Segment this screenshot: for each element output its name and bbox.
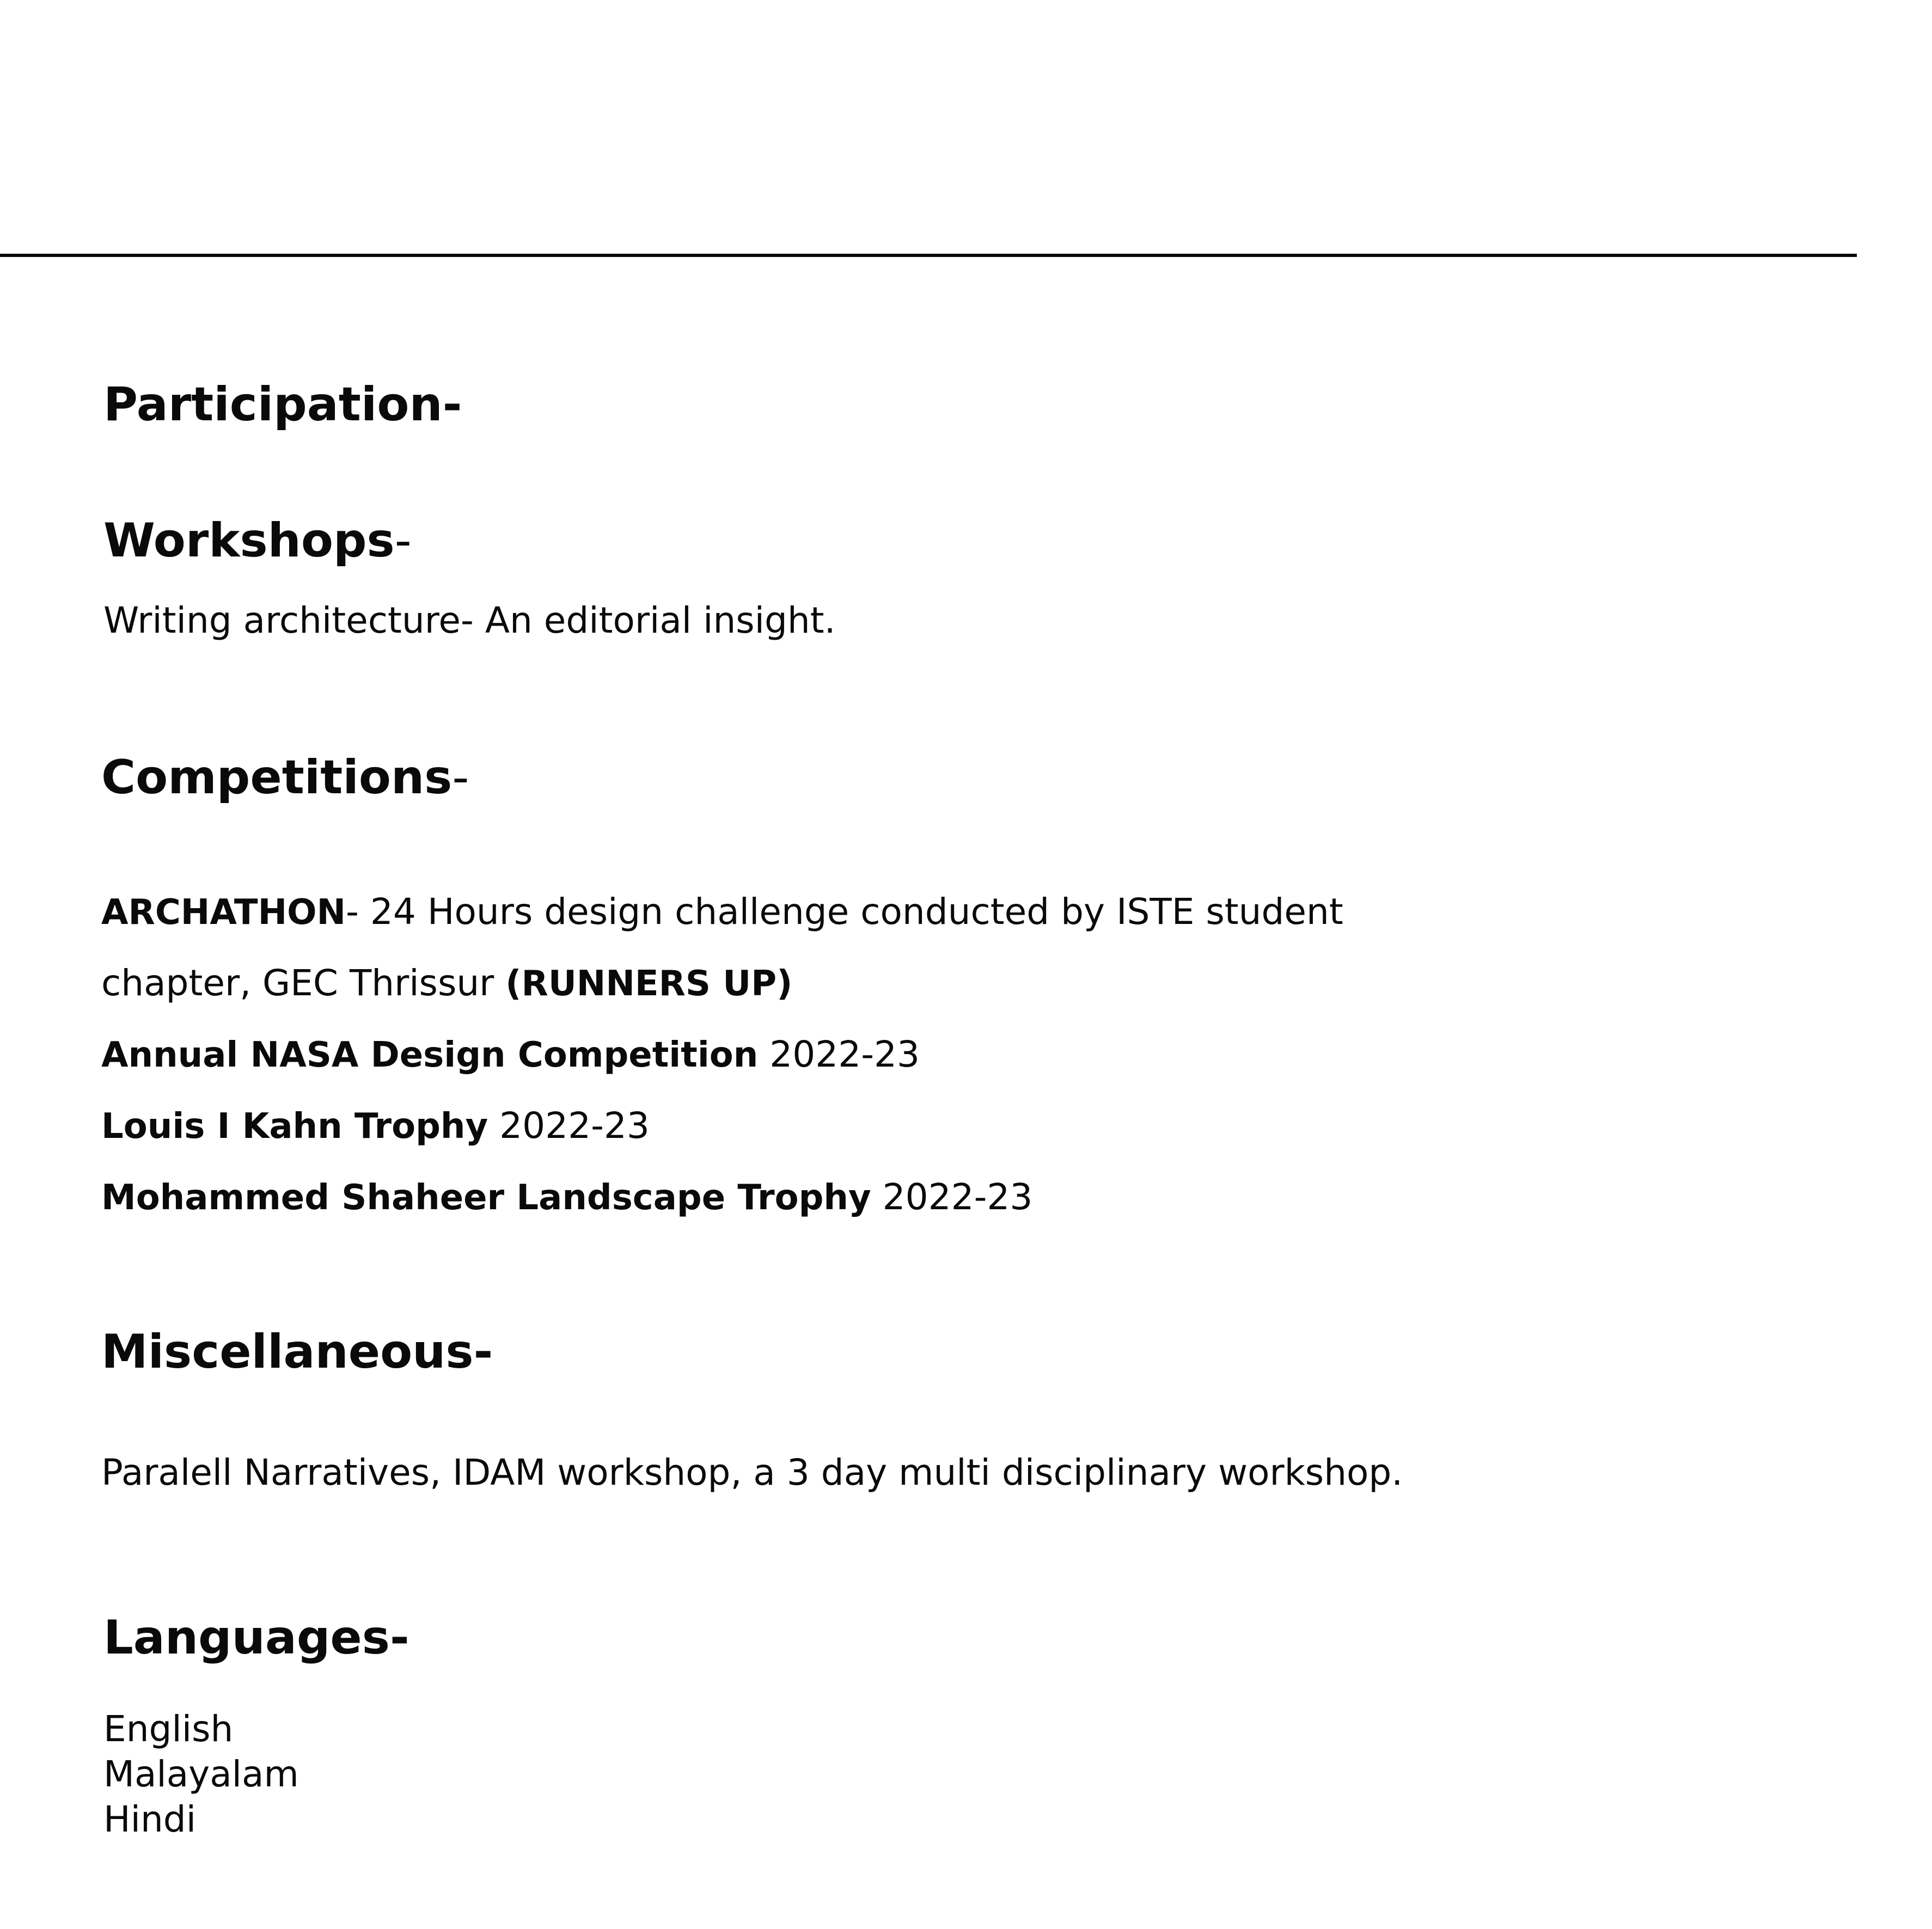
competition-item: [101, 1105, 650, 1147]
archathon-name: ARCHATHON: [101, 892, 346, 933]
competition-year: 2022-23: [871, 1176, 1033, 1218]
languages-heading: Languages-: [103, 1610, 409, 1665]
workshops-heading: [103, 513, 412, 568]
top-divider-line: [0, 254, 1857, 257]
language-item: English: [103, 1708, 234, 1750]
competition-year: 2022-23: [758, 1033, 920, 1075]
competitions-title: Competitions: [101, 750, 453, 805]
competitions-heading: [101, 750, 469, 805]
competition-year: 2022-23: [488, 1105, 650, 1147]
competition-archathon-line2: [101, 962, 793, 1004]
competition-item: [101, 1176, 1033, 1218]
competition-name: Mohammed Shaheer Landscape Trophy: [101, 1178, 871, 1218]
miscellaneous-item: Paralell Narratives, IDAM workshop, a 3 day multi disciplinary workshop.: [101, 1452, 1403, 1493]
language-item: Malayalam: [103, 1753, 299, 1795]
competition-name: Annual NASA Design Competition: [101, 1035, 759, 1075]
miscellaneous-heading: Miscellaneous-: [101, 1325, 493, 1379]
competitions-dash: -: [452, 750, 469, 805]
languages-list: [103, 1706, 299, 1842]
language-item: Hindi: [103, 1798, 197, 1840]
competition-item: [101, 1033, 920, 1075]
participation-heading: Participation-: [103, 377, 462, 432]
competition-name: Louis I Kahn Trophy: [101, 1106, 488, 1147]
archathon-description: - 24 Hours design challenge conducted by ISTE student: [346, 891, 1343, 933]
workshops-dash: -: [394, 513, 412, 568]
competition-archathon-line1: [101, 891, 1343, 933]
archathon-award: (RUNNERS UP): [505, 964, 793, 1004]
workshops-title: Workshops: [103, 513, 395, 568]
workshop-item: Writing architecture- An editorial insight.: [103, 599, 836, 641]
archathon-organizer: chapter, GEC Thrissur: [101, 962, 506, 1004]
